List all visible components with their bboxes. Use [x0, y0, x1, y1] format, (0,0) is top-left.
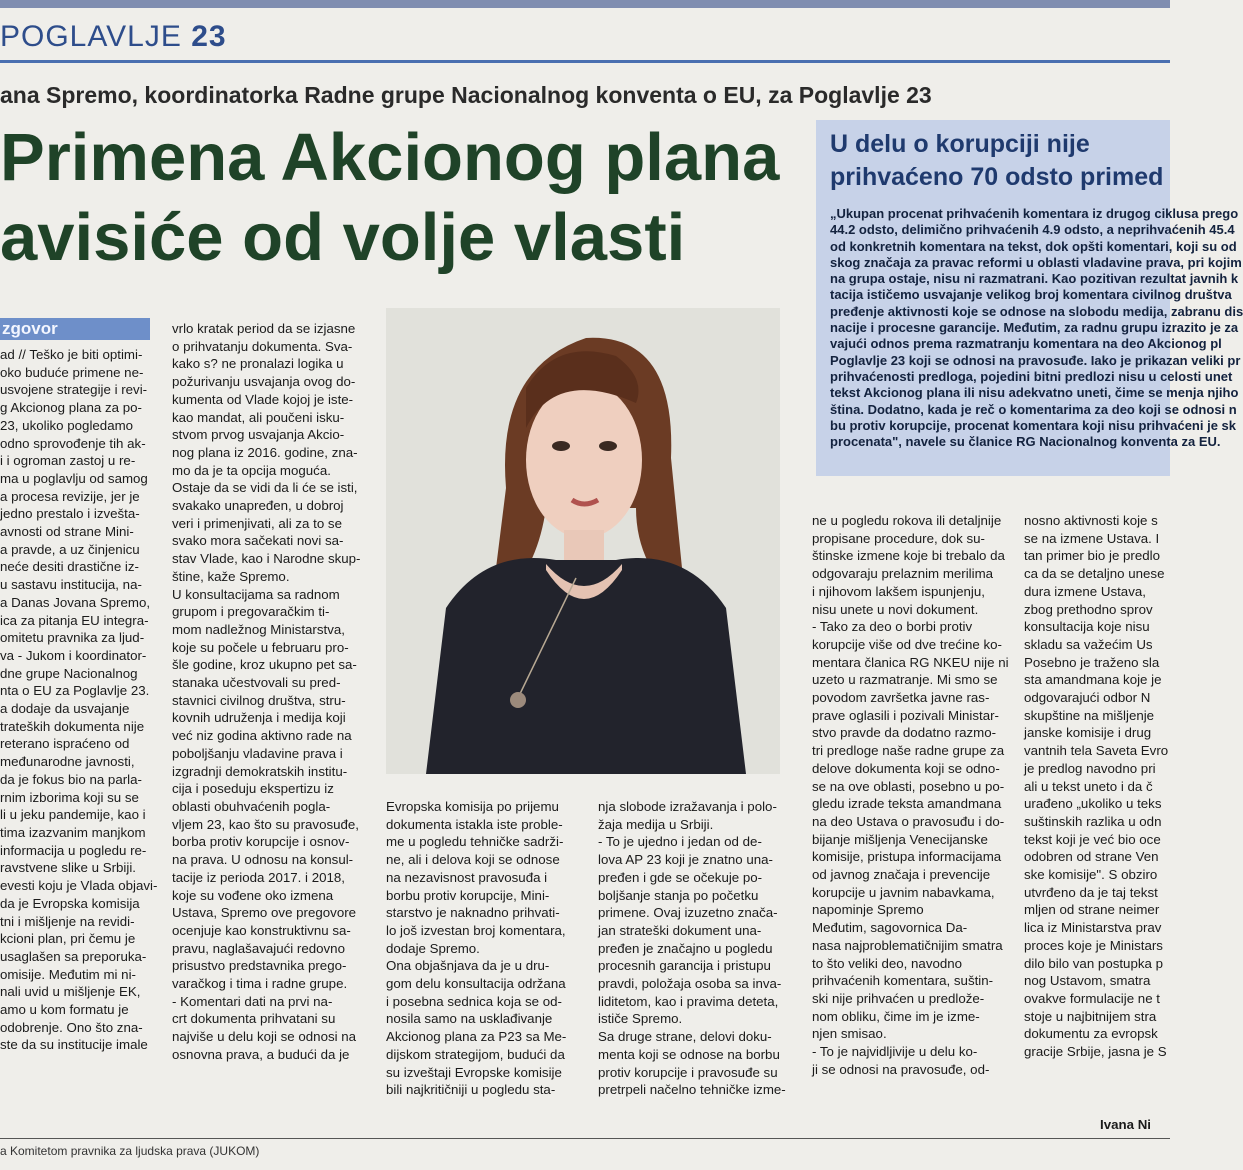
column-line: osnovna prava, a budući da je	[172, 1046, 350, 1062]
column-line: na nezavisnost pravosuđa i	[386, 869, 548, 885]
column-line: već niz godina aktivno rade na	[172, 728, 352, 744]
column-line: prave oglasili i pozivali Ministar-	[812, 707, 999, 723]
column-line: ji se odnosi na pravosuđe, od-	[812, 1061, 990, 1077]
column-line: ravstvene slike u Srbiji.	[0, 860, 136, 876]
column-line: pravu, naglašavajući redovno	[172, 940, 345, 956]
column-line: stavnici civilnog društva, stru-	[172, 692, 346, 708]
column-line: koje su počele u februaru pro-	[172, 639, 349, 655]
column-line: neće desiti drastične iz-	[0, 559, 139, 575]
column-line: borba protiv korupcije i osnov-	[172, 834, 350, 850]
column-line: kovnih udruženja i medija koji	[172, 710, 346, 726]
column-line: proces koje je Ministars	[1024, 937, 1163, 953]
column-line: mom nadležnog Ministarstva,	[172, 621, 345, 637]
column-line: dokumenta istakla iste proble-	[386, 816, 563, 832]
column-line: gracije Srbije, jasna je S	[1024, 1044, 1167, 1060]
column-line: svako mora sačekati novi sa-	[172, 533, 344, 549]
column-line: Ustava, Spremo ove pregovore	[172, 905, 357, 921]
column-line: uzeto u razmatranje. Mi smo se	[812, 672, 998, 688]
section-tag: zgovor	[0, 318, 150, 340]
section-name: POGLAVLJE	[0, 20, 182, 53]
text-column-6	[1024, 512, 1170, 1061]
column-line: liditetom, kao i pravima deteta,	[598, 993, 779, 1009]
column-line: tekst koji je već bio oce	[1024, 831, 1161, 847]
text-column-5	[812, 512, 1008, 1079]
column-line: koje su vođene oko izmena	[172, 887, 334, 903]
column-line: li u jeku pandemije, kao i	[0, 807, 146, 823]
column-line: informacija u pogledu re-	[0, 842, 147, 858]
sidebar-line: 44.2 odsto, delimično prihvaćenih 4.9 odsto, a neprihvaćenih 45.4	[830, 222, 1235, 238]
sidebar-line: procenata", navele su članice RG Nacionalnog konventa za EU.	[830, 434, 1221, 450]
column-line: štinske izmene koje bi trebalo da	[812, 548, 1005, 564]
column-line: stvom prvog usvajanja Akcio-	[172, 427, 345, 443]
sidebar-box	[816, 120, 1243, 476]
column-line: crt dokumenta prihvatani su	[172, 1011, 336, 1027]
bottom-divider	[0, 1138, 1170, 1139]
column-line: janske komisije i drug	[1024, 725, 1152, 741]
article-kicker: ana Spremo, koordinatorka Radne grupe Nacionalnog konventa o EU, za Poglavlje 23	[0, 82, 932, 108]
column-line: primene. Ovaj izuzetno znača-	[598, 905, 778, 921]
section-divider	[0, 60, 1170, 63]
column-line: prisustvo predstavnika prego-	[172, 958, 347, 974]
column-line: trateških dokumenta nije	[0, 718, 145, 734]
text-column-3	[386, 798, 576, 1099]
column-line: stvo pravde da dodatno razmo-	[812, 725, 997, 741]
column-line: Akcionog plana za P23 sa Me-	[386, 1029, 567, 1045]
column-line: delove dokumenta koji se odno-	[812, 760, 1000, 776]
column-line: tni i mišljenje na revidi-	[0, 913, 135, 929]
column-line: dne grupe Nacionalnog	[0, 665, 138, 681]
column-line: 23, ukoliko pogledamo	[0, 417, 134, 433]
column-line: skupštine na mišljenje	[1024, 707, 1155, 723]
sidebar-line: ština. Dodatno, kada je reč o komentarima za deo koji se odnosi n	[830, 401, 1237, 417]
column-line: kako s? ne pronalazi logika u	[172, 356, 344, 372]
column-line: tri predloge naše radne grupe za	[812, 743, 1005, 759]
column-line: mentara članica RG NKEU nije ni	[812, 654, 1009, 670]
column-line: tacije iz perioda 2017. i 2018,	[172, 869, 345, 885]
column-line: šle godine, kroz ukupno pet sa-	[172, 657, 357, 673]
column-line: ovakve formulacije ne t	[1024, 990, 1160, 1006]
column-line: kao mandat, ali poučeni isku-	[172, 409, 345, 425]
footer-caption: a Komitetom pravnika za ljudska prava (JUKOM)	[0, 1144, 260, 1158]
column-line: ski nije prihvaćen u predlože-	[812, 990, 985, 1006]
column-line: dura izmene Ustava,	[1024, 583, 1146, 599]
column-line: va - Jukom i koordinator-	[0, 647, 147, 663]
column-line: Evropska komisija po prijemu	[386, 799, 559, 814]
column-line: Ona objašnjava da je u dru-	[386, 958, 550, 974]
column-line: prihvaćenih komentara, suštin-	[812, 973, 994, 989]
section-label	[0, 20, 227, 54]
text-column-4	[598, 798, 788, 1099]
column-line: ica za pitanja EU integra-	[0, 612, 149, 628]
column-line: nta o EU za Poglavlje 23.	[0, 683, 150, 699]
column-line: pravdi, položaja osoba sa inva-	[598, 976, 782, 992]
column-line: Ostaje da se vidi da li će se isti,	[172, 480, 358, 496]
column-line: oblasti obuhvaćenih pogla-	[172, 798, 331, 814]
column-line: korupcije u javnim nabavkama,	[812, 884, 995, 900]
portrait-photo	[386, 308, 780, 774]
column-line: propisane procedure, dok su-	[812, 530, 985, 546]
column-line: dodaje Spremo.	[386, 940, 480, 956]
column-line: najviše u delu koji se odnosi na	[172, 1029, 357, 1045]
column-line: g Akcionog plana za po-	[0, 400, 142, 416]
column-line: to što veliki deo, navodno	[812, 955, 963, 971]
column-line: nja slobode izražavanja i polo-	[598, 799, 777, 814]
sidebar-line: pređenje aktivnosti koje se odnose na slobodu medija, zabranu dis	[830, 303, 1243, 319]
headline-line-1: Primena Akcionog plana	[0, 120, 780, 195]
column-line: sta amandmana koje je	[1024, 672, 1162, 688]
column-line: ističe Spremo.	[598, 1011, 683, 1027]
column-line: stav Vlade, kao i Narodne skup-	[172, 551, 361, 567]
column-line: se na ove oblasti, posebno u po-	[812, 778, 1005, 794]
sidebar-line: od konkretnih komentara na tekst, dok opšti komentari, koji su od	[830, 238, 1237, 254]
sidebar-line: na grupa ostaje, nisu ni razmatrani. Kao pozitivan rezultat javnih k	[830, 271, 1239, 287]
column-line: mo da je ta opcija moguća.	[172, 462, 331, 478]
column-line: - Tako za deo o borbi protiv	[812, 619, 973, 635]
column-line: ad // Teško je biti optimi-	[0, 347, 143, 362]
sidebar-line: vajući odnos prema razmatranju komentara na deo Akcionog pl	[830, 336, 1222, 352]
column-line: bijanje mišljenja Venecijanske	[812, 831, 988, 847]
column-line: korupcije više od dve trećine ko-	[812, 636, 1002, 652]
column-line: stanaka učestvovali su pred-	[172, 675, 341, 691]
sidebar-line: Poglavlje 23 koji se odnosi na pravosuđe. Iako je prikazan veliki pr	[830, 352, 1241, 368]
column-line: lova AP 23 koji je znatno una-	[598, 852, 773, 868]
column-line: kcioni plan, pri čemu je	[0, 931, 136, 947]
column-line: procesnih garancija i pristupu	[598, 958, 771, 974]
column-line: jedno prestalo i izvešta-	[0, 506, 140, 522]
column-line: kumenta od Vlade kojoj je iste-	[172, 391, 354, 407]
sidebar-line: tekst Akcionog plana ili nisu adekvatno uneti, čime se menja njiho	[830, 385, 1239, 401]
column-line: vrlo kratak period da se izjasne	[172, 321, 356, 336]
sidebar-title-line-1: U delu o korupciji nije	[830, 130, 1090, 158]
column-line: lica iz Ministarstva prav	[1024, 920, 1162, 936]
column-line: međunarodne javnosti,	[0, 754, 135, 770]
column-line: nom obliku, čime im je izme-	[812, 1008, 980, 1024]
column-line: ne u pogledu rokova ili detaljnije	[812, 513, 1002, 528]
sidebar-title	[830, 128, 1170, 194]
column-line: nog plana iz 2016. godine, zna-	[172, 444, 358, 460]
column-line: odobrenje. Ono što zna-	[0, 1019, 143, 1035]
column-line: konsultacija koje nisu	[1024, 619, 1150, 635]
column-line: dijskom strategijom, budući da	[386, 1046, 565, 1062]
headline-line-2: avisiće od volje vlasti	[0, 200, 686, 275]
column-line: vantnih tela Saveta Evro	[1024, 743, 1169, 759]
column-line: veri i primenjivati, ali za to se	[172, 515, 342, 531]
top-color-band	[0, 0, 1170, 8]
column-line: da je fokus bio na parla-	[0, 771, 142, 787]
column-line: nosno aktivnosti koje s	[1024, 513, 1158, 528]
column-line: tan primer bio je predlo	[1024, 548, 1160, 564]
column-line: - Komentari dati na prvi na-	[172, 993, 333, 1009]
column-line: komisije, pristupa informacijama	[812, 849, 1002, 865]
column-line: ocenjuje kao konstruktivnu sa-	[172, 922, 351, 938]
column-line: mljen od strane neimer	[1024, 902, 1160, 918]
column-line: vljem 23, kao što su pravosuđe,	[172, 816, 359, 832]
column-line: nali uvid u mišljenje EK,	[0, 984, 141, 1000]
column-line: reterano ispraćeno od	[0, 736, 130, 752]
column-line: a dodaje da usvajanje	[0, 701, 130, 717]
column-line: i njihovom lakšem ispunjenju,	[812, 583, 985, 599]
column-line: bili najkritičniji u pogledu sta-	[386, 1082, 556, 1098]
column-line: suštinskih razlika u odn	[1024, 813, 1162, 829]
column-line: lo još izvestan broj komentara,	[386, 922, 566, 938]
column-line: Međutim, sagovornica Da-	[812, 920, 968, 936]
column-line: ca da se detaljno unese	[1024, 566, 1165, 582]
sidebar-line: prihvaćenosti predloga, pojedini bitni predlozi nisu u celosti unet	[830, 368, 1233, 384]
column-line: stoje u najbitnijem stra	[1024, 1008, 1157, 1024]
column-line: nog Ustavom, smatra	[1024, 973, 1151, 989]
column-line: su izveštaji Evropske komisije	[386, 1064, 562, 1080]
column-line: starstvo je naknadno prihvati-	[386, 905, 560, 921]
byline: Ivana Ni	[1100, 1117, 1151, 1132]
column-line: požurivanju usvajanja ovog do-	[172, 374, 356, 390]
column-line: gom delu konsultacija održana	[386, 976, 566, 992]
column-line: gledu izrade teksta amandmana	[812, 796, 1002, 812]
column-line: odgovaraju prelaznim merilima	[812, 566, 994, 582]
sidebar-line: „Ukupan procenat prihvaćenih komentara iz drugog ciklusa prego	[830, 206, 1239, 221]
column-line: svakako unapređen, u dobroj	[172, 498, 344, 514]
column-line: poboljšanju vladavine prava i	[172, 745, 343, 761]
column-line: povodom završetka javne ras-	[812, 690, 990, 706]
sidebar-body	[830, 206, 1243, 450]
column-line: boljšanje stanja po početku	[598, 887, 759, 903]
column-line: Sa druge strane, delovi doku-	[598, 1029, 772, 1045]
sidebar-line: skog značaja za pravac reformi u oblasti vladavine prava, pri kojim	[830, 254, 1242, 270]
column-line: urađeno „ukoliko u teks	[1024, 796, 1162, 812]
column-line: rnim izborima koji su se	[0, 789, 139, 805]
section-number: 23	[191, 20, 227, 53]
column-line: pređen i gde se očekuje po-	[598, 869, 763, 885]
column-line: žaja medija u Srbiji.	[598, 816, 714, 832]
column-line: na prava. U odnosu na konsul-	[172, 852, 354, 868]
column-line: Posebno je traženo sla	[1024, 654, 1160, 670]
sidebar-line: tacija ističemo usvajanje velikog broj komentara civilnog društva	[830, 287, 1232, 303]
column-line: nisu unete u novi dokument.	[812, 601, 979, 617]
column-line: od javnog značaja i prevencije	[812, 867, 991, 883]
column-line: napominje Spremo	[812, 902, 924, 918]
column-line: - To je najvidljivije u delu ko-	[812, 1044, 978, 1060]
column-line: tima izazvanim manjkom	[0, 824, 146, 840]
column-line: njen smisao.	[812, 1026, 887, 1042]
column-line: evesti koju je Vlada objavi-	[0, 878, 158, 894]
column-line: dokumentu za evropsk	[1024, 1026, 1158, 1042]
column-line: protiv korupcije i pravosuđe su	[598, 1064, 778, 1080]
column-line: je predlog navodno pri	[1024, 760, 1156, 776]
column-line: avnosti od strane Mini-	[0, 524, 134, 540]
article-headline	[0, 118, 800, 278]
column-line: nosila samo na usklađivanje	[386, 1011, 553, 1027]
column-line: da je Evropska komisija	[0, 895, 140, 911]
column-line: izgradnji demokratskih institu-	[172, 763, 348, 779]
column-line: dilo bilo van postupka p	[1024, 955, 1163, 971]
column-line: i i ogroman zastoj u re-	[0, 453, 136, 469]
column-line: - To je ujedno i jedan od de-	[598, 834, 762, 850]
column-line: grupom i pregovaračkim ti-	[172, 604, 330, 620]
column-line: utvrđeno da je taj tekst	[1024, 884, 1158, 900]
column-line: ske komisije". S obziro	[1024, 867, 1158, 883]
column-line: u sastavu institucija, na-	[0, 577, 142, 593]
column-line: štine, kaže Spremo.	[172, 568, 290, 584]
column-line: nasa najproblematičnijim smatra	[812, 937, 1003, 953]
text-column-1	[0, 346, 158, 1054]
column-line: o prihvatanju dokumenta. Sva-	[172, 338, 353, 354]
column-line: me u pogledu tehničke sadrži-	[386, 834, 564, 850]
column-line: pređen je značajno u pogledu	[598, 940, 773, 956]
column-line: jan strateški dokument una-	[598, 922, 762, 938]
column-line: usvojene strategije i revi-	[0, 382, 148, 398]
column-line: ma u poglavlju od samog	[0, 470, 148, 486]
column-line: ne, ali i delova koji se odnose	[386, 852, 560, 868]
column-line: borbu protiv korupcije, Mini-	[386, 887, 550, 903]
column-line: varačkog i tima i radne grupe.	[172, 976, 348, 992]
column-line: menta koji se odnose na borbu	[598, 1046, 780, 1062]
portrait-photo-icon	[386, 308, 780, 774]
column-line: oko buduće primene ne-	[0, 364, 144, 380]
column-line: a pravde, a uz činjenicu	[0, 541, 140, 557]
column-line: i posebna sednica koja se od-	[386, 993, 562, 1009]
column-line: skladu sa važećim Us	[1024, 636, 1153, 652]
column-line: a procesa revizije, jer je	[0, 488, 140, 504]
column-line: na deo Ustava o pravosuđu i do-	[812, 813, 1005, 829]
column-line: zbog prethodno sprov	[1024, 601, 1153, 617]
column-line: odgovarajući odbor N	[1024, 690, 1151, 706]
text-column-2	[172, 320, 368, 1064]
column-line: ste da su institucije imale	[0, 1037, 148, 1053]
column-line: pretrpeli načelno tehničke izme-	[598, 1082, 786, 1098]
column-line: odobren od strane Ven	[1024, 849, 1159, 865]
column-line: omitetu pravnika za ljud-	[0, 630, 145, 646]
column-line: ali u tekst uneto i da č	[1024, 778, 1153, 794]
column-line: amo u kom formatu je	[0, 1002, 129, 1018]
column-line: U konsultacijama sa radnom	[172, 586, 340, 602]
column-line: se na izmene Ustava. I	[1024, 530, 1160, 546]
column-line: odno sprovođenje tih ak-	[0, 435, 146, 451]
sidebar-title-line-2: prihvaćeno 70 odsto primed	[830, 163, 1164, 191]
column-line: omisije. Međutim mi ni-	[0, 966, 136, 982]
column-line: a Danas Jovana Spremo,	[0, 594, 151, 610]
sidebar-line: bu protiv korupcije, procenat komentara koji nisu prihvaćeni je sk	[830, 417, 1237, 433]
column-line: usaglašen sa preporuka-	[0, 948, 147, 964]
sidebar-line: nacije i procesne garancije. Međutim, za radnu grupu izrazito je za	[830, 320, 1239, 336]
column-line: cija i poseduju ekspertizu iz	[172, 781, 334, 797]
